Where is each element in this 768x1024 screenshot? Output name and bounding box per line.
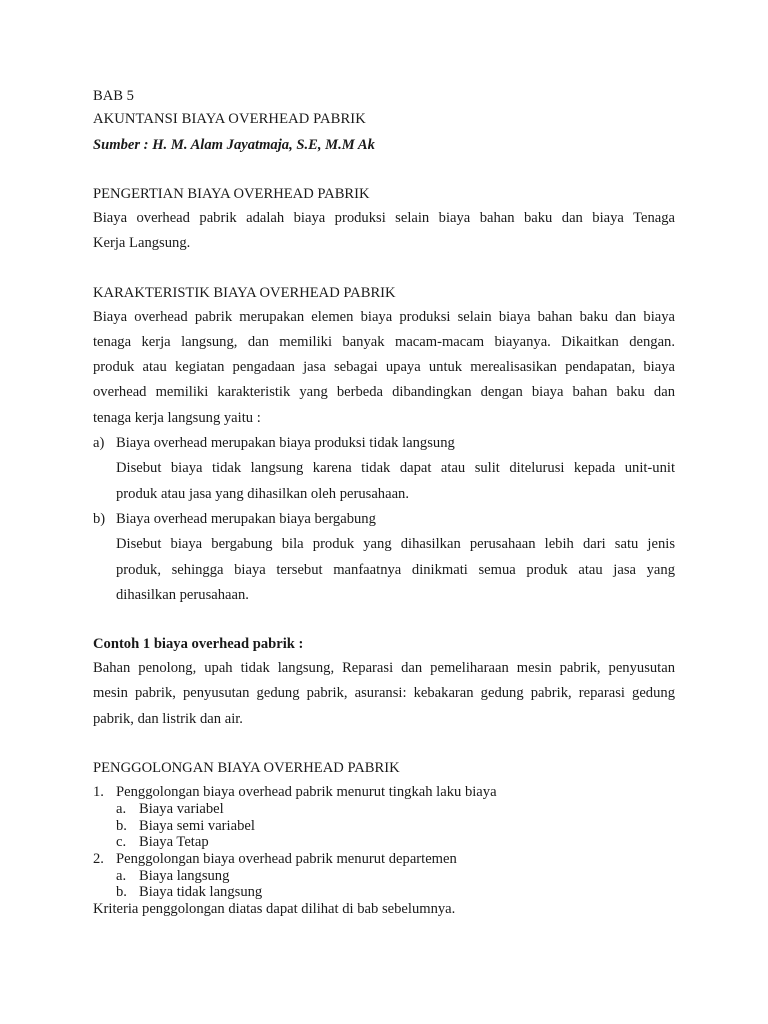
list-item-text: Penggolongan biaya overhead pabrik menurut departemen bbox=[116, 850, 457, 867]
section-heading-pengertian: PENGERTIAN BIAYA OVERHEAD PABRIK bbox=[93, 186, 370, 202]
paragraph-line: tenaga kerja langsung, dan memiliki banyak macam-macam biayanya. Dikaitkan dengan. bbox=[93, 333, 675, 350]
paragraph-line: Bahan penolong, upah tidak langsung, Reparasi dan pemeliharaan mesin pabrik, penyusutan bbox=[93, 660, 675, 677]
list-marker: a. bbox=[116, 867, 127, 884]
paragraph-line: Biaya overhead pabrik merupakan elemen biaya produksi selain biaya bahan baku dan biaya bbox=[93, 308, 675, 325]
document-page bbox=[93, 86, 675, 918]
list-marker: b. bbox=[116, 817, 127, 834]
list-item-text: Biaya tidak langsung bbox=[139, 884, 263, 901]
list-item bbox=[93, 431, 675, 456]
list-marker: a) bbox=[93, 435, 105, 452]
paragraph-line: Kerja Langsung. bbox=[93, 235, 191, 252]
list-item-text: Biaya langsung bbox=[139, 867, 230, 884]
numbered-list bbox=[93, 784, 675, 901]
chapter-label: BAB 5 bbox=[93, 88, 134, 104]
paragraph-line: produk atau kegiatan pengadaan jasa sebagai upaya untuk merealisasikan pendapatan, biaya bbox=[93, 359, 675, 376]
section-heading-karakteristik: KARAKTERISTIK BIAYA OVERHEAD PABRIK bbox=[93, 284, 396, 301]
list-item-description bbox=[93, 456, 675, 507]
paragraph-line: produk atau jasa yang dihasilkan oleh perusahaan. bbox=[116, 485, 409, 502]
list-marker: a. bbox=[116, 801, 127, 818]
numbered-list-item bbox=[93, 851, 675, 868]
list-marker: 2. bbox=[93, 850, 104, 867]
section-paragraph-karakteristik bbox=[93, 305, 675, 431]
list-marker: b. bbox=[116, 884, 127, 901]
list-item-title: Biaya overhead merupakan biaya produksi tidak langsung bbox=[116, 435, 455, 452]
section-heading-contoh: Contoh 1 biaya overhead pabrik : bbox=[93, 636, 304, 653]
sub-list-item bbox=[93, 868, 675, 885]
list-item-description bbox=[93, 532, 675, 608]
paragraph-line: Disebut biaya tidak langsung karena tidak dapat atau sulit ditelurusi kepada unit-unit bbox=[116, 460, 675, 477]
sub-list bbox=[93, 801, 675, 851]
paragraph-line: produk, sehingga biaya tersebut manfaatnya dinikmati semua produk atau jasa yang bbox=[116, 561, 675, 578]
sub-list-item bbox=[93, 884, 675, 901]
sub-list-item bbox=[93, 801, 675, 818]
list-item-text: Biaya semi variabel bbox=[139, 817, 255, 834]
list-marker: c. bbox=[116, 834, 127, 851]
section-paragraph-contoh bbox=[93, 656, 675, 732]
source-citation: Sumber : H. M. Alam Jayatmaja, S.E, M.M Ak bbox=[93, 137, 375, 153]
sub-list-item bbox=[93, 834, 675, 851]
paragraph-line: pabrik, dan listrik dan air. bbox=[93, 710, 243, 727]
sub-list bbox=[93, 868, 675, 901]
list-marker: 1. bbox=[93, 784, 104, 801]
list-item-text: Biaya variabel bbox=[139, 801, 224, 818]
paragraph-line: dihasilkan perusahaan. bbox=[116, 586, 249, 603]
list-marker: b) bbox=[93, 510, 106, 527]
paragraph-line: tenaga kerja langsung yaitu : bbox=[93, 409, 261, 426]
paragraph-line: mesin pabrik, penyusutan gedung pabrik, asuransi: kebakaran gedung pabrik, reparasi gedung bbox=[93, 685, 675, 702]
list-item-title: Biaya overhead merupakan biaya bergabung bbox=[116, 510, 376, 527]
paragraph-line: Disebut biaya bergabung bila produk yang dihasilkan perusahaan lebih dari satu jenis bbox=[116, 536, 675, 553]
section-heading-penggolongan: PENGGOLONGAN BIAYA OVERHEAD PABRIK bbox=[93, 760, 400, 777]
document-title: AKUNTANSI BIAYA OVERHEAD PABRIK bbox=[93, 111, 366, 127]
list-item-text: Biaya Tetap bbox=[139, 834, 209, 851]
list-item bbox=[93, 507, 675, 532]
section-footer-note: Kriteria penggolongan diatas dapat dilihat di bab sebelumnya. bbox=[93, 900, 456, 917]
sub-list-item bbox=[93, 818, 675, 835]
paragraph-line: overhead memiliki karakteristik yang berbeda dibandingkan dengan biaya bahan baku dan bbox=[93, 384, 675, 401]
section-paragraph-pengertian bbox=[93, 206, 675, 257]
list-item-text: Penggolongan biaya overhead pabrik menurut tingkah laku biaya bbox=[116, 784, 497, 801]
numbered-list-item bbox=[93, 784, 675, 801]
paragraph-line: Biaya overhead pabrik adalah biaya produksi selain biaya bahan baku dan biaya Tenaga bbox=[93, 210, 675, 226]
